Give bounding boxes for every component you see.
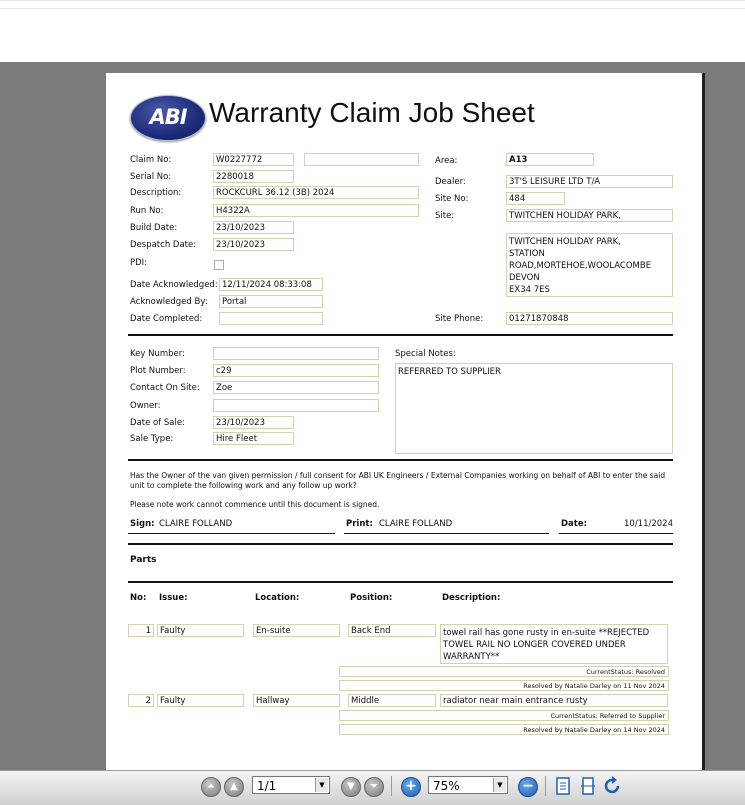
address-line: TWITCHEN HOLIDAY PARK, xyxy=(509,237,621,247)
abi-logo: ABI xyxy=(130,95,206,141)
run-no-field: H4322A xyxy=(213,204,419,217)
part-status: CurrentStatus: Resolved xyxy=(339,666,669,677)
description-label: Description: xyxy=(130,188,182,198)
site-field: TWITCHEN HOLIDAY PARK, xyxy=(506,209,673,222)
claim-no-field: W0227772 xyxy=(213,153,294,166)
pdi-checkbox xyxy=(214,260,224,270)
key-number-label: Key Number: xyxy=(130,349,185,359)
print-value: CLAIRE FOLLAND xyxy=(379,519,453,529)
print-line xyxy=(344,533,549,534)
consent-note: Please note work cannot commence until this document is signed. xyxy=(130,500,380,509)
pdf-viewer-area[interactable] xyxy=(0,62,745,770)
serial-no-field: 2280018 xyxy=(213,170,294,183)
fit-page-icon xyxy=(555,776,571,796)
document-page xyxy=(106,73,705,770)
col-no-header: No: xyxy=(130,593,147,603)
section-divider xyxy=(128,459,673,461)
parts-heading: Parts xyxy=(130,555,157,565)
part-resolved: Resolved by Natalie Darley on 14 Nov 2024 xyxy=(339,724,669,735)
key-number-field xyxy=(213,347,379,360)
site-phone-label: Site Phone: xyxy=(435,314,484,324)
serial-no-label: Serial No: xyxy=(130,172,172,182)
site-label: Site: xyxy=(435,211,455,221)
down-arrow-icon: ▼ xyxy=(347,781,355,792)
date-acknowledged-label: Date Acknowledged: xyxy=(130,280,218,290)
col-location-header: Location: xyxy=(255,593,300,603)
address-line: STATION xyxy=(509,249,545,259)
part-position: Middle xyxy=(348,694,436,707)
date-acknowledged-field: 12/11/2024 08:33:08 xyxy=(219,278,323,291)
date-of-sale-label: Date of Sale: xyxy=(130,418,185,428)
print-label: Print: xyxy=(346,519,373,529)
despatch-date-label: Despatch Date: xyxy=(130,240,197,250)
part-status: CurrentStatus: Referred to Supplier xyxy=(339,710,669,721)
section-divider xyxy=(128,581,673,583)
contact-on-site-label: Contact On Site: xyxy=(130,383,200,393)
fit-page-button[interactable] xyxy=(555,776,571,796)
claim-no-label: Claim No: xyxy=(130,155,172,165)
date-completed-field xyxy=(219,312,323,325)
rotate-button[interactable] xyxy=(604,776,620,796)
dealer-field: 3T'S LEISURE LTD T/A xyxy=(506,175,673,188)
build-date-field: 23/10/2023 xyxy=(213,221,294,234)
area-label: Area: xyxy=(435,156,458,166)
next-page-button[interactable] xyxy=(341,777,361,797)
page-select[interactable] xyxy=(252,776,330,794)
col-description-header: Description: xyxy=(442,593,501,603)
acknowledged-by-field: Portal xyxy=(219,295,323,308)
up-arrow-icon: ▲ xyxy=(230,781,238,792)
toolbar-separator xyxy=(391,776,392,796)
part-description: radiator near main entrance rusty xyxy=(440,694,668,707)
claim-no-extra-field xyxy=(304,153,419,166)
plus-icon: + xyxy=(405,778,417,794)
address-line: EX34 7ES xyxy=(509,285,550,295)
pdf-toolbar xyxy=(0,770,745,805)
site-address-box xyxy=(506,233,673,297)
last-page-button[interactable] xyxy=(364,777,384,797)
part-issue: Faulty xyxy=(157,694,244,707)
date-completed-label: Date Completed: xyxy=(130,314,203,324)
section-divider xyxy=(128,543,673,545)
owner-label: Owner: xyxy=(130,401,161,411)
acknowledged-by-label: Acknowledged By: xyxy=(130,297,208,307)
description-field: ROCKCURL 36.12 (3B) 2024 xyxy=(213,186,419,199)
pdi-label: PDI: xyxy=(130,258,148,268)
special-notes-label: Special Notes: xyxy=(395,349,456,359)
plot-number-label: Plot Number: xyxy=(130,366,186,376)
part-issue: Faulty xyxy=(157,624,244,637)
owner-field xyxy=(213,399,379,412)
address-line: DEVON xyxy=(509,273,540,283)
chevron-down-icon[interactable]: ▼ xyxy=(493,778,506,792)
run-no-label: Run No: xyxy=(130,206,164,216)
build-date-label: Build Date: xyxy=(130,223,178,233)
sign-label: Sign: xyxy=(130,519,155,529)
browser-top-area xyxy=(0,0,745,63)
plot-number-field: c29 xyxy=(213,364,379,377)
date-label: Date: xyxy=(561,519,588,529)
previous-page-button[interactable] xyxy=(224,777,244,797)
page-value: 1/1 xyxy=(257,779,277,793)
part-no: 1 xyxy=(128,624,154,637)
date-of-sale-field: 23/10/2023 xyxy=(213,416,294,429)
sign-line xyxy=(128,533,335,534)
col-position-header: Position: xyxy=(350,593,393,603)
rotate-icon xyxy=(604,776,622,796)
zoom-select[interactable] xyxy=(428,776,508,794)
site-no-label: Site No: xyxy=(435,194,469,204)
part-description: towel rail has gone rusty in en-suite **REJECTED TOWEL RAIL NO LONGER COVERED UNDER WARRANTY** xyxy=(440,624,668,664)
page-title: Warranty Claim Job Sheet xyxy=(209,97,535,128)
part-resolved: Resolved by Natalie Darley on 11 Nov 2024 xyxy=(339,680,669,691)
despatch-date-field: 23/10/2023 xyxy=(213,238,294,251)
address-line: ROAD,MORTEHOE,WOOLACOMBE xyxy=(509,261,652,271)
col-issue-header: Issue: xyxy=(159,593,188,603)
contact-on-site-field: Zoe xyxy=(213,381,379,394)
area-field: A13 xyxy=(506,153,594,166)
part-location: Hallway xyxy=(253,694,340,707)
site-no-field: 484 xyxy=(506,192,565,205)
first-page-icon: ⏶ xyxy=(207,781,215,792)
zoom-in-button[interactable] xyxy=(401,777,421,797)
part-location: En-suite xyxy=(253,624,340,637)
zoom-value: 75% xyxy=(433,779,460,793)
fit-width-icon xyxy=(580,776,596,796)
date-line xyxy=(559,533,673,534)
section-divider xyxy=(128,334,673,336)
special-notes-box: REFERRED TO SUPPLIER xyxy=(395,363,673,454)
toolbar-separator xyxy=(545,776,546,796)
sale-type-field: Hire Fleet xyxy=(213,432,294,445)
part-no: 2 xyxy=(128,694,154,707)
site-phone-field: 01271870848 xyxy=(506,312,673,325)
consent-question: Has the Owner of the van given permission / full consent for ABI UK Engineers / External Companies working on behalf of ABI to enter the said unit to complete the following work and any follow up work? xyxy=(130,471,666,490)
dealer-label: Dealer: xyxy=(435,177,466,187)
fit-width-button[interactable] xyxy=(580,776,596,796)
date-value: 10/11/2024 xyxy=(624,519,673,529)
minus-icon: − xyxy=(522,778,534,794)
chevron-down-icon[interactable]: ▼ xyxy=(315,778,328,792)
part-position: Back End xyxy=(348,624,436,637)
sign-value: CLAIRE FOLLAND xyxy=(159,519,233,529)
zoom-out-button[interactable] xyxy=(518,777,538,797)
first-page-button[interactable] xyxy=(201,777,221,797)
sale-type-label: Sale Type: xyxy=(130,434,174,444)
top-divider xyxy=(0,8,745,9)
last-page-icon: ⏷ xyxy=(370,781,378,792)
